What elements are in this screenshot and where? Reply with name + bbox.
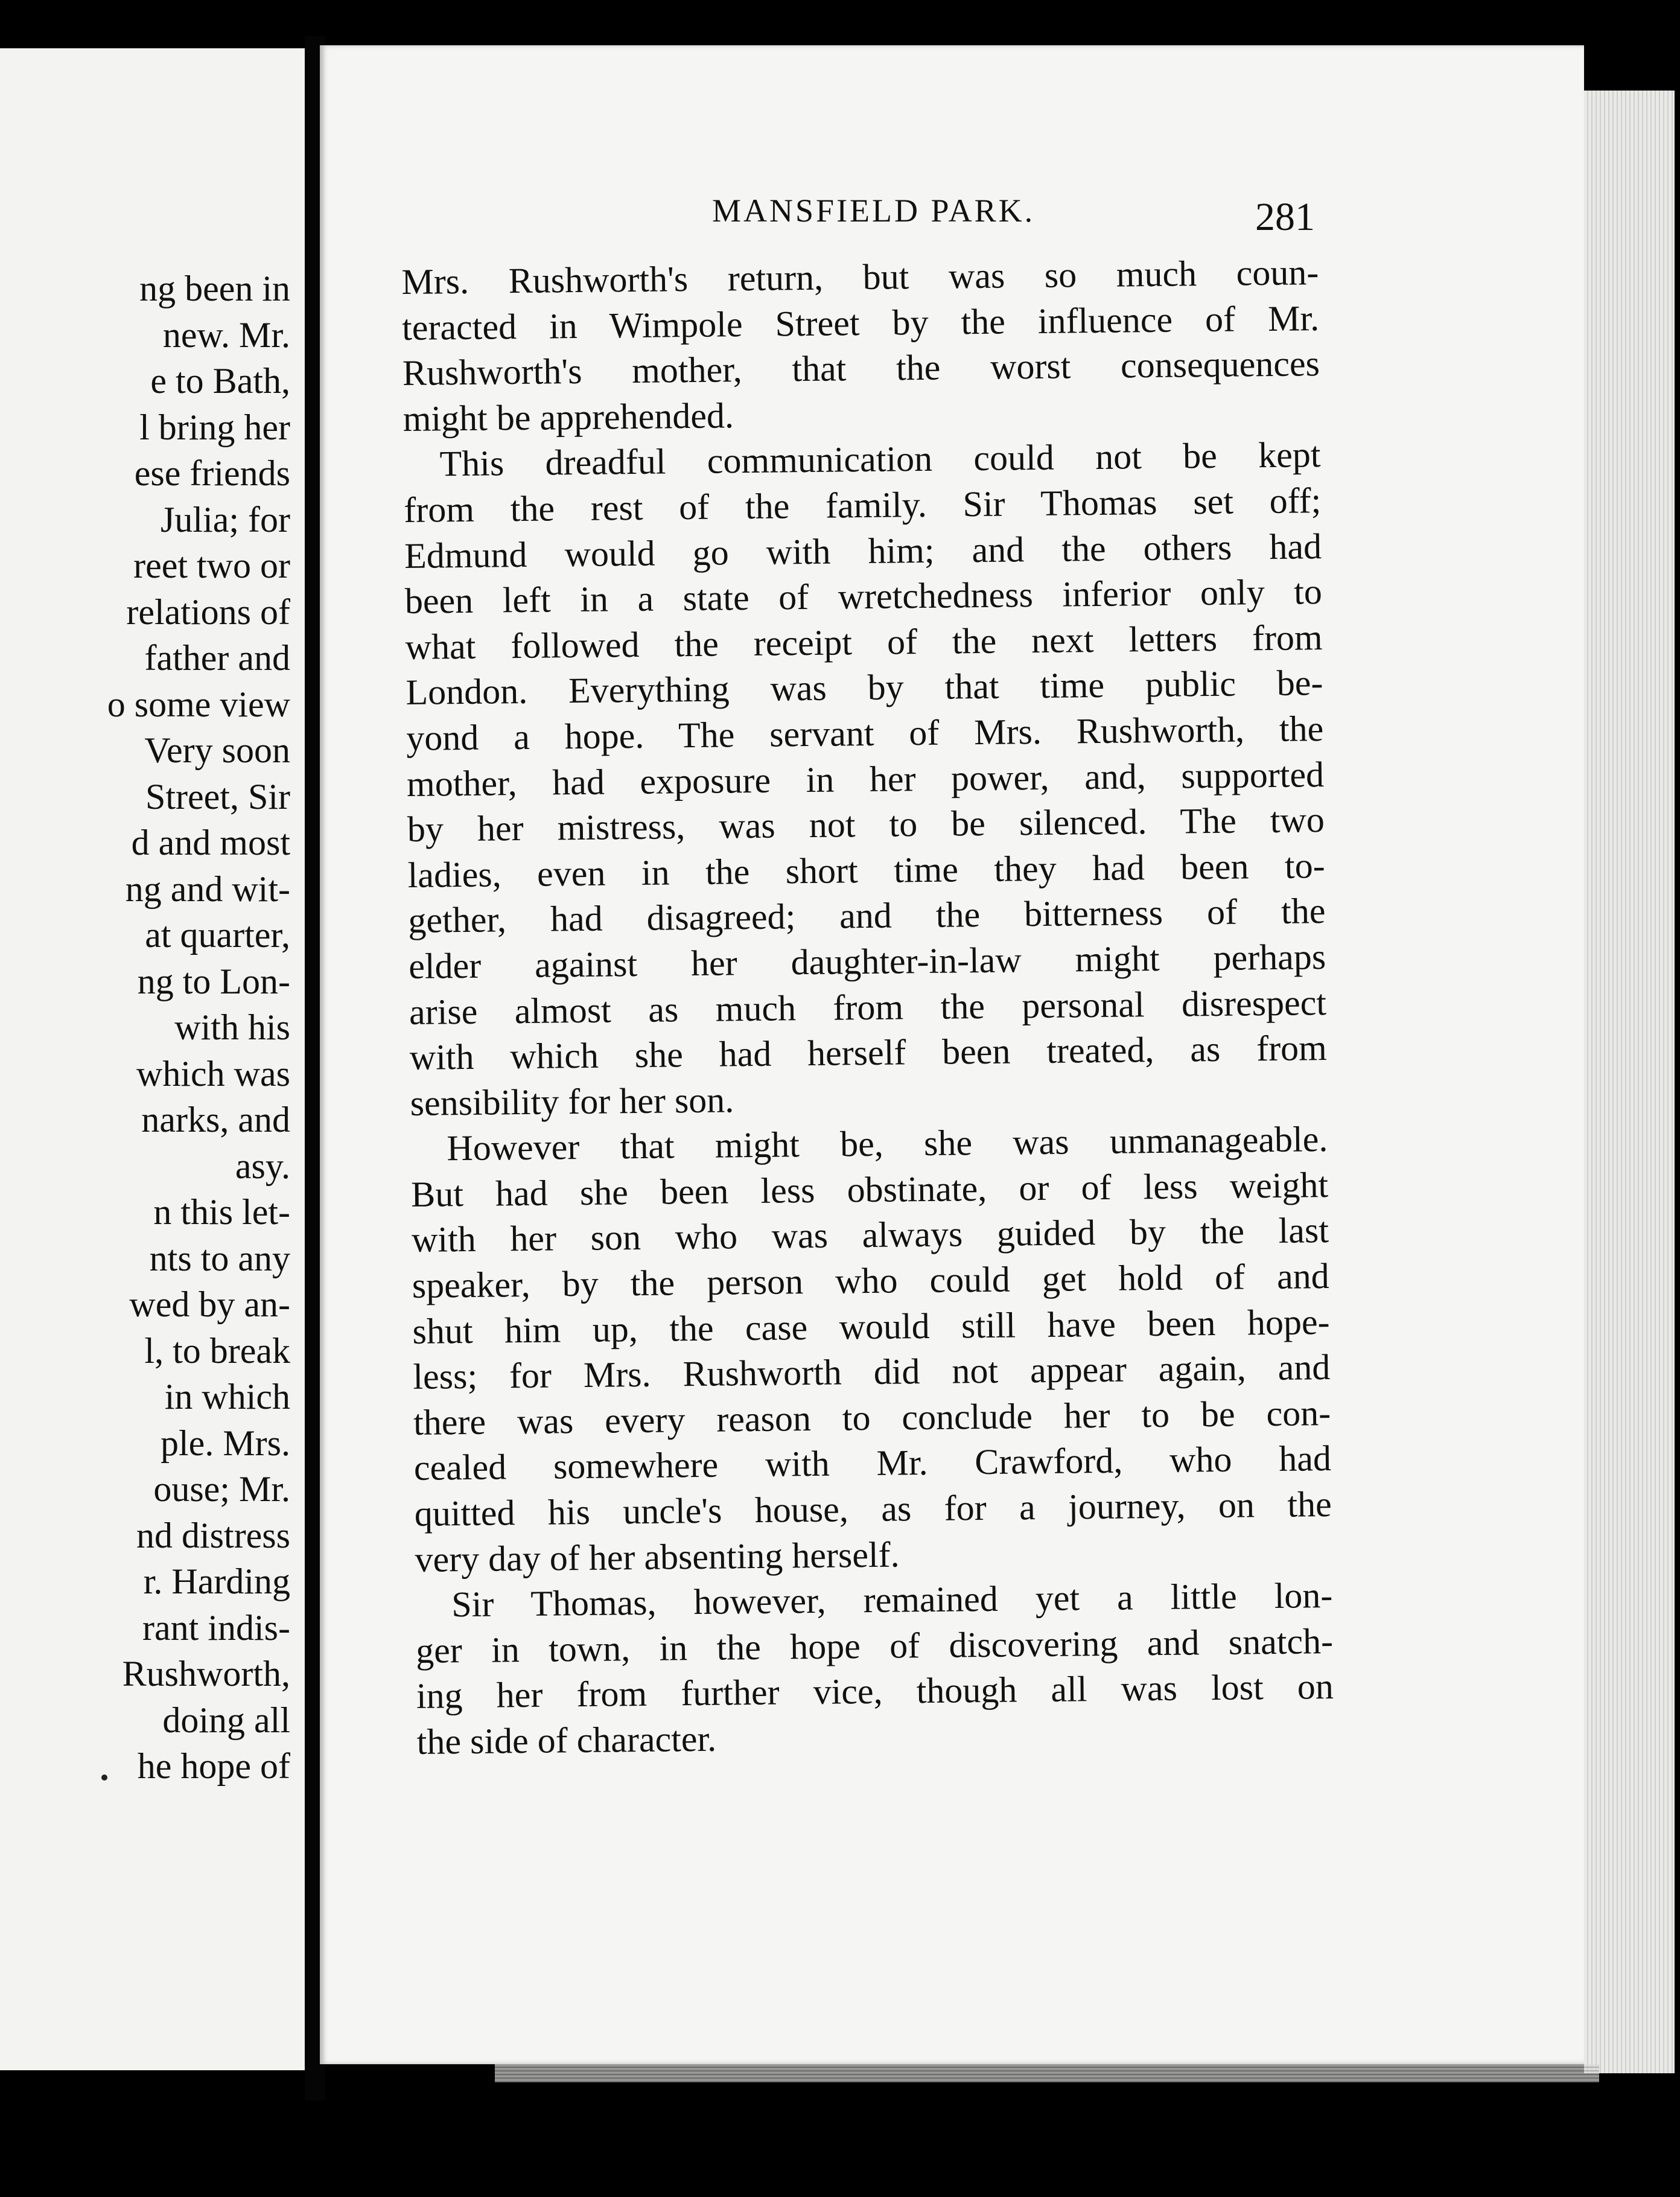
left-text-line: ng and wit- (125, 869, 290, 909)
left-text-line: at quarter, (145, 915, 290, 955)
body-text (401, 250, 1334, 1765)
left-text-line: rant indis- (142, 1607, 290, 1648)
left-text-line: he hope of (137, 1746, 290, 1786)
text-line: ing her from further vice, though all was lost on (416, 1666, 1334, 1717)
text-line: Edmund would go with him; and the others had (404, 526, 1322, 576)
text-line: Sir Thomas, however, remained yet a little lon- (451, 1575, 1333, 1625)
left-text-line: ng to Lon- (137, 961, 290, 1001)
text-line: Mrs. Rushworth's return, but was so much coun- (401, 252, 1319, 302)
text-line: by her mistress, was not to be silenced. The two (407, 800, 1325, 850)
text-line: However that might be, she was unmanageable. (447, 1119, 1328, 1169)
text-line: been left in a state of wretchedness inferior only to (404, 572, 1323, 622)
text-line: ger in town, in the hope of discovering and snatch- (415, 1621, 1334, 1671)
page-edges (1584, 91, 1675, 2073)
left-text-line: asy. (235, 1146, 290, 1186)
left-text-line: with his (174, 1007, 290, 1047)
text-line: arise almost as much from the personal disrespect (409, 982, 1327, 1032)
left-text-line: n this let- (153, 1192, 290, 1232)
left-text-line: r. Harding (143, 1561, 290, 1601)
left-text-line: d and most (131, 823, 290, 863)
text-line: shut him up, the case would still have been hope- (412, 1301, 1330, 1351)
left-text-line: nts to any (149, 1238, 290, 1278)
left-text-line: ple. Mrs. (161, 1423, 290, 1463)
text-line: gether, had disagreed; and the bitterness of the (408, 891, 1326, 941)
left-text-line: doing all (162, 1700, 290, 1740)
left-text-line: ouse; Mr. (153, 1469, 290, 1509)
left-text-line: relations of (126, 592, 290, 632)
left-page (0, 48, 305, 2070)
left-text-line: o some view (107, 684, 290, 724)
left-text-line: wed by an- (129, 1284, 290, 1324)
text-line: teracted in Wimpole Street by the influence of Mr. (401, 298, 1320, 348)
left-text-line: father and (144, 638, 290, 678)
text-line: the side of character. (416, 1718, 717, 1762)
text-line: mother, had exposure in her power, and, supported (406, 754, 1325, 804)
left-text-line: Street, Sir (145, 776, 290, 817)
text-line: with her son who was always guided by the last (411, 1210, 1329, 1260)
ink-speck (101, 1774, 107, 1781)
left-text-line: reet two or (133, 546, 290, 585)
text-line: what followed the receipt of the next letters from (405, 617, 1323, 667)
text-line: quitted his uncle's house, as for a journey, on the (414, 1484, 1332, 1534)
left-text-line: Rushworth, (122, 1654, 290, 1694)
text-line: very day of her absenting herself. (415, 1534, 900, 1580)
left-text-line: ng been in (139, 269, 290, 308)
text-line: ladies, even in the short time they had been to- (407, 845, 1325, 895)
left-text-line: Very soon (144, 730, 290, 770)
text-line: from the rest of the family. Sir Thomas set off; (403, 480, 1322, 530)
left-text-line: new. Mr. (162, 314, 290, 355)
left-text-line: which was (136, 1053, 290, 1094)
page-number: 281 (1255, 195, 1315, 239)
left-text-line: Julia; for (161, 499, 290, 540)
left-text-line: ese friends (134, 453, 290, 493)
text-line: London. Everything was by that time public be- (406, 663, 1323, 713)
text-line: with which she had herself been treated, as from (409, 1028, 1328, 1078)
left-text-line: in which (164, 1377, 290, 1417)
text-line: might be apprehended. (402, 395, 734, 439)
text-line: elder against her daughter-in-law might perhaps (408, 936, 1326, 986)
left-page-text (107, 266, 290, 1790)
text-line: speaker, by the person who could get hold of and (412, 1256, 1330, 1306)
page-bottom-edge (495, 2064, 1599, 2082)
left-text-line: e to Bath, (150, 361, 290, 401)
text-line: But had she been less obstinate, or of less weight (410, 1164, 1329, 1214)
left-text-line: l bring her (139, 407, 290, 447)
text-line: yond a hope. The servant of Mrs. Rushworth, the (406, 708, 1324, 758)
text-line: This dreadful communication could not be kept (439, 435, 1321, 484)
left-text-line: nd distress (136, 1515, 290, 1555)
left-text-line: narks, and (141, 1100, 290, 1140)
text-line: cealed somewhere with Mr. Crawford, who had (413, 1438, 1332, 1488)
text-line: sensibility for her son. (410, 1079, 734, 1123)
text-line: less; for Mrs. Rushworth did not appear again, and (413, 1347, 1331, 1397)
left-text-line: l, to break (144, 1330, 290, 1371)
text-line: Rushworth's mother, that the worst consequences (402, 343, 1320, 394)
running-head: MANSFIELD PARK. (712, 193, 1036, 229)
text-line: there was every reason to conclude her to be con- (413, 1392, 1331, 1443)
